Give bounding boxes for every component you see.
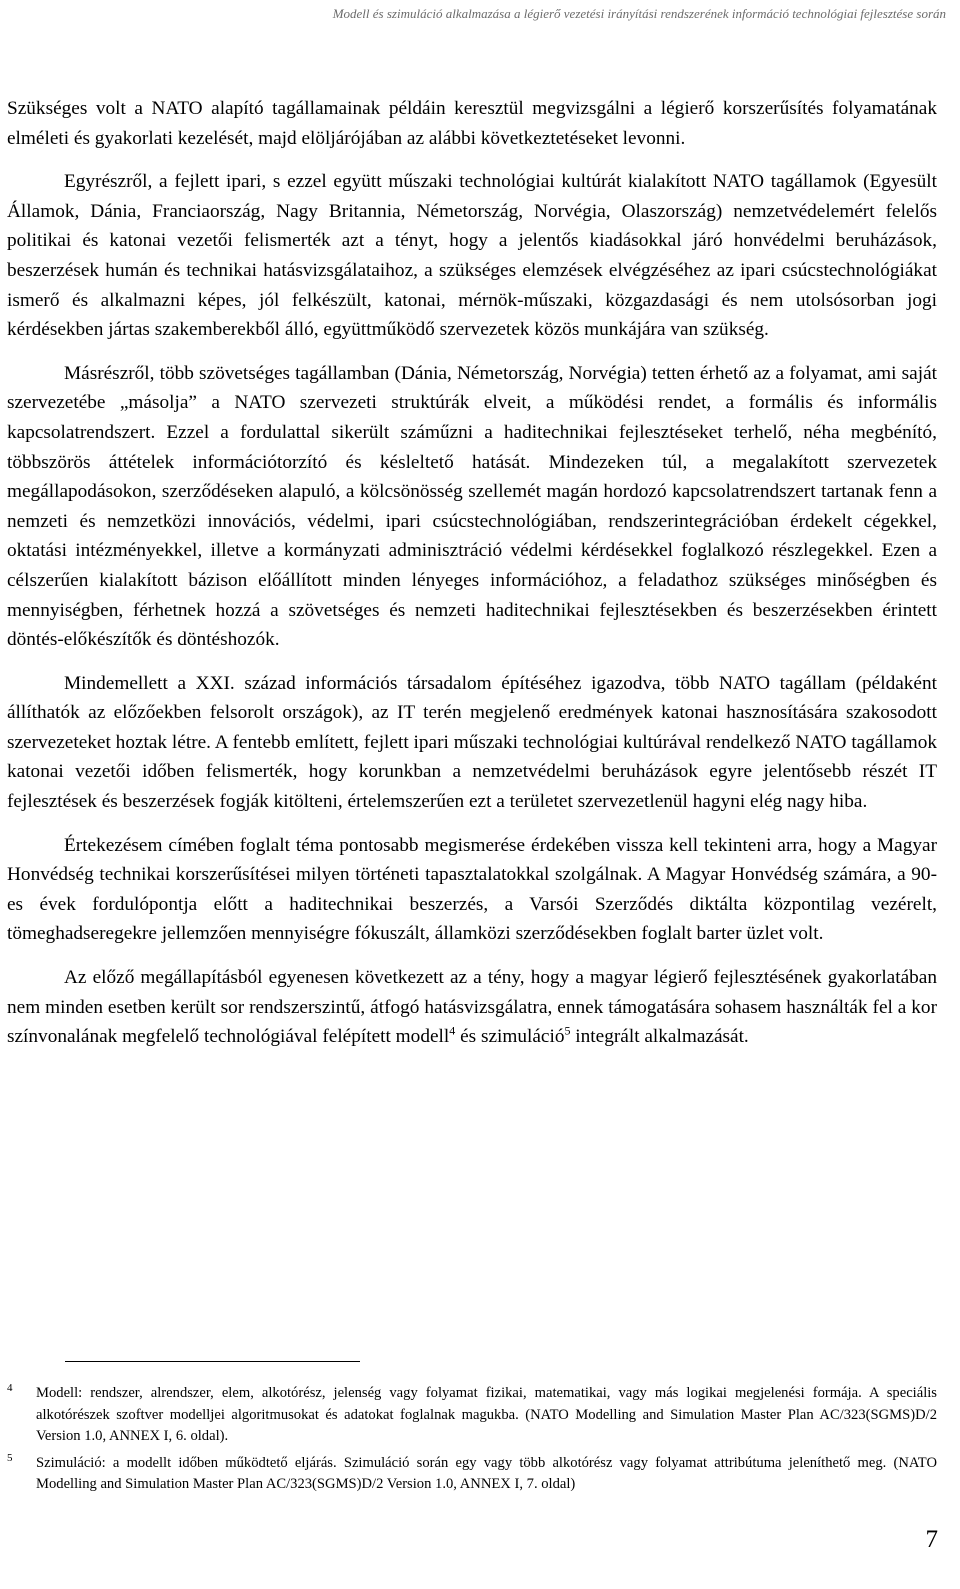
footnotes <box>7 1383 937 1501</box>
paragraph-2: Egyrészről, a fejlett ipari, s ezzel együtt műszaki technológiai kultúrát kialakított NATO tagállamok (Egyesült Államok, Dánia, Franciaország, Nagy Britannia, Németország, Norvégia, Olaszország) nemzetvédelemért felelős politikai és katonai vezetői felismerték azt a tényt, hogy a jelentős kiadásokkal járó honvédelmi beruházások, beszerzések humán és technikai hatásvizsgálataihoz, a szükséges elemzések elvégzéséhez az ipari csúcstechnológiákat ismerő és alkalmazni képes, jól felkészült, katonai, mérnök-műszaki, közgazdasági és nem utolsósorban jogi kérdésekben jártas szakemberekből álló, együttműködő szervezetek közös munkájára van szükség. <box>7 171 937 341</box>
paragraph-6-text-b: és szimuláció <box>455 1026 565 1048</box>
paragraph-5: Értekezésem címében foglalt téma pontosabb megismerése érdekében vissza kell tekinteni arra, hogy a Magyar Honvédség technikai korszerűsítései milyen történeti tapasztalatokkal szolgálnak. A Magyar Honvédség számára, a 90-es évek fordulópontja előtt a haditechnikai beszerzés, a Varsói Szerződés diktálta központilag vezérelt, tömeghadseregekre jellemzően mennyiségre fókuszált, államközi szerződésekben foglalt barter üzlet volt. <box>7 834 937 945</box>
document-body <box>7 94 937 1066</box>
footnote-text: Modell: rendszer, alrendszer, elem, alkotórész, jelenség vagy folyamat fizikai, matematikai, vagy más logikai megjelenési formája. A speciális alkotórészek szoftver modelljei algoritmusokat és adatokat foglalnak magukba. (NATO Modelling and Simulation Master Plan AC/323(SGMS)D/2 Version 1.0, ANNEX I, 6. oldal). <box>36 1385 937 1444</box>
footnote-separator <box>65 1361 360 1362</box>
footnote-text: Szimuláció: a modellt időben működtető eljárás. Szimuláció során egy vagy több alkotórész vagy folyamat attribútuma jeleníthető meg. (NATO Modelling and Simulation Master Plan AC/323(SGMS)D/2 Version 1.0, ANNEX I, 7. oldal) <box>36 1454 937 1492</box>
paragraph-6 <box>7 963 937 1052</box>
paragraph-6-text-a: Az előző megállapításból egyenesen következett az a tény, hogy a magyar légierő fejlesztésének gyakorlatában nem minden esetben került sor rendszerszintű, átfogó hatásvizsgálatra, ennek támogatására sohasem használták fel a kor színvonalának megfelelő technológiával felépített modell <box>7 967 937 1048</box>
page-number: 7 <box>925 1526 938 1553</box>
running-header: Modell és szimuláció alkalmazása a légierő vezetési irányítási rendszerének információ technológiai fejlesztése során <box>332 6 946 21</box>
paragraph-4: Mindemellett a XXI. század információs társadalom építéséhez igazodva, több NATO tagállam (példaként állíthatók az előzőekben felsorolt országok), az IT terén megjelenő eredmények katonai hasznosítására szakosodott szervezeteket hoztak létre. A fentebb említett, fejlett ipari műszaki technológiai kultúrával rendelkező NATO tagállamok katonai vezetői időben felismerték, hogy korunkban a nemzetvédelmi beruházások egyre jelentősebb részét IT fejlesztések és beszerzések fogják kitölteni, értelemszerűen ezt a területet szervezetlenül hagyni elég nagy hiba. <box>7 672 937 813</box>
footnote-ref-5[interactable]: 5 <box>564 1023 571 1038</box>
footnote-number: 4 <box>7 1382 13 1394</box>
footnote-ref-4[interactable]: 4 <box>449 1023 456 1038</box>
paragraph-6-text-c: integrált alkalmazását. <box>570 1026 749 1048</box>
paragraph-intro: Szükséges volt a NATO alapító tagállamainak példáin keresztül megvizsgálni a légierő korszerűsítés folyamatának elméleti és gyakorlati kezelését, majd elöljárójában az alábbi következtetéseket levonni. <box>7 98 937 149</box>
footnote-number: 5 <box>7 1451 13 1464</box>
paragraph-3: Másrészről, több szövetséges tagállamban (Dánia, Németország, Norvégia) tetten érhető az a folyamat, ami saját szervezetébe „másolja” a NATO szervezeti struktúrák elveit, a működési rendet, a formális és informális kapcsolatrendszert. Ezzel a fordulattal sikerült száműzni a haditechnikai fejlesztéseket terhelő, néha megbénító, többszörös áttételek információtorzító és késleltető hatását. Mindezeken túl, a megalakított szervezetek megállapodásokon, szerződéseken alapuló, a kölcsönösség szellemét magán hordozó kapcsolatrendszert tartanak fenn a nemzeti és nemzetközi innovációs, védelmi, ipari csúcstechnológiában, rendszerintegrációban érdekelt cégekkel, oktatási intézményekkel, illetve a kormányzati adminisztráció védelmi kérdésekkel foglalkozó részlegekkel. Ezen a célszerűen kialakított bázison előállított minden lényeges információhoz, a feladathoz szükséges minőségben és mennyiségben, férhetnek hozzá a szövetséges és nemzeti haditechnikai fejlesztésekben és beszerzésekben érintett döntés-előkészítők és döntéshozók. <box>7 362 937 651</box>
footnote-4 <box>7 1383 937 1448</box>
footnote-5 <box>7 1453 937 1496</box>
